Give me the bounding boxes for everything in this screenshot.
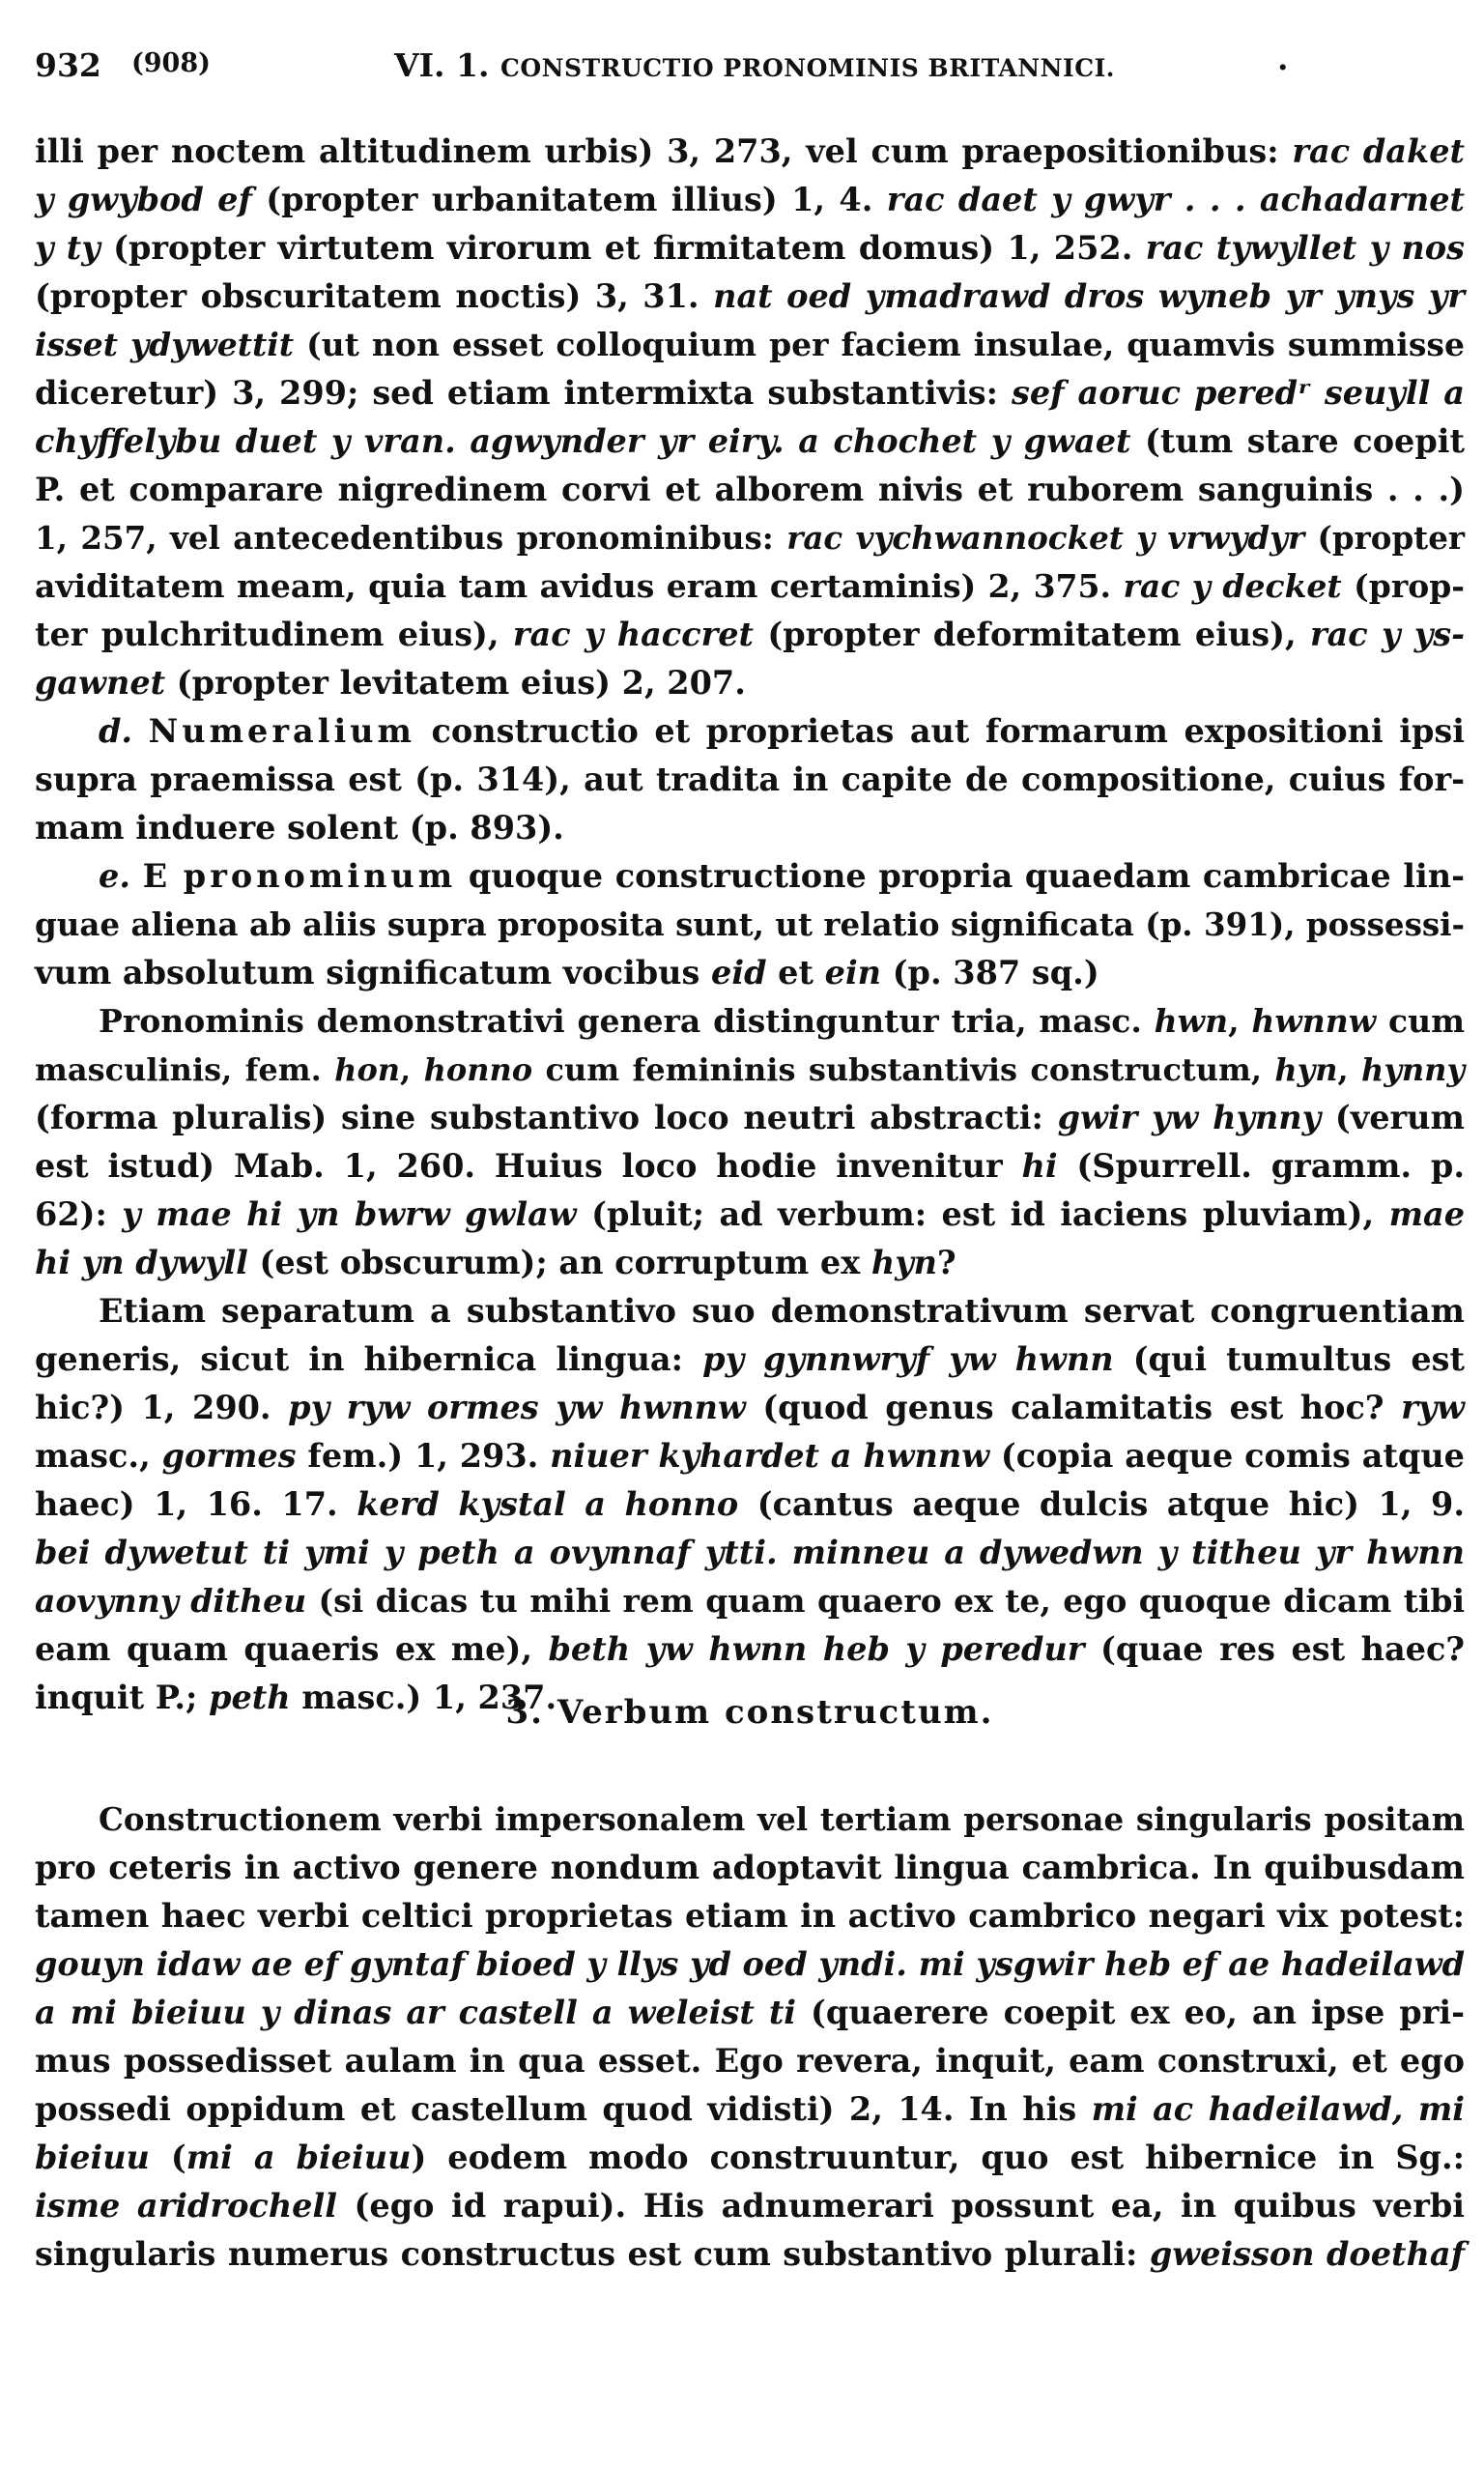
text-line: isme aridrochell (ego id rapui). His adnumerari possunt ea, in quibus verbi — [35, 2187, 1465, 2225]
text-line: masc., gormes fem.) 1, 293. niuer kyhardet a hwnnw (copia aeque comis atque — [35, 1437, 1465, 1475]
text-line: aviditatem meam, quia tam avidus eram certaminis) 2, 375. rac y decket (prop- — [35, 567, 1465, 605]
header-title — [394, 46, 1115, 84]
paragraph-1 — [35, 128, 1465, 707]
paragraph-verbum — [35, 1795, 1465, 2279]
text-line: chyffelybu duet y vran. agwynder yr eiry. a chochet y gwaet (tum stare coepit — [35, 422, 1465, 460]
text-line: possedi oppidum et castellum quod vidisti) 2, 14. In his mi ac hadeilawd, mi — [35, 2090, 1465, 2128]
text-line: Pronominis demonstrativi genera distinguntur tria, masc. hwn, hwnnw cum — [99, 1002, 1465, 1040]
text-line: aovynny ditheu (si dicas tu mihi rem quam quaero ex te, ego quoque dicam tibi — [35, 1582, 1465, 1620]
text-line: 1, 257, vel antecedentibus pronominibus: rac vychwannocket y vrwydyr (propter — [35, 519, 1465, 557]
text-line: bieiuu (mi a bieiuu) eodem modo construuntur, quo est hibernice in Sg.: — [35, 2139, 1465, 2176]
text-line: supra praemissa est (p. 314), aut tradita in capite de compositione, cuius for- — [35, 761, 1465, 798]
paragraph-demonstrative — [35, 997, 1465, 1287]
text-line: est istud) Mab. 1, 260. Huius loco hodie invenitur hi (Spurrell. gramm. p. — [35, 1147, 1466, 1185]
text-line: vum absolutum significatum vocibus eid et ein (p. 387 sq.) — [35, 954, 1099, 991]
text-line: d. Numeralium constructio et proprietas aut formarum expositioni ipsi — [99, 712, 1465, 750]
text-line: y ty (propter virtutem virorum et firmitatem domus) 1, 252. rac tywyllet y nos — [35, 229, 1465, 267]
text-line: isset ydywettit (ut non esset colloquium per faciem insulae, quamvis summisse — [35, 326, 1465, 363]
text-line: e. E pronominum quoque constructione propria quaedam cambricae lin- — [99, 857, 1465, 895]
text-line: ter pulchritudinem eius), rac y haccret (propter deformitatem eius), rac y ys- — [35, 616, 1466, 653]
text-line: mus possedisset aulam in qua esset. Ego revera, inquit, eam construxi, et ego — [35, 2042, 1465, 2080]
text-line: mam induere solent (p. 893). — [35, 809, 564, 847]
header-mark: · — [1277, 48, 1289, 86]
paragraph-d — [35, 707, 1465, 852]
text-line: eam quam quaeris ex me), beth yw hwnn heb y peredur (quae res est haec? — [35, 1630, 1465, 1668]
text-line: a mi bieiuu y dinas ar castell a weleist ti (quaerere coepit ex eo, an ipse pri- — [35, 1994, 1465, 2031]
text-line: hi yn dywyll (est obscurum); an corruptum ex hyn? — [35, 1244, 956, 1281]
text-line: diceretur) 3, 299; sed etiam intermixta substantivis: sef aoruc peredʳ seuyll a — [35, 374, 1466, 412]
text-line: hic?) 1, 290. py ryw ormes yw hwnnw (quod genus calamitatis est hoc? ryw — [35, 1389, 1466, 1426]
text-line: singularis numerus constructus est cum substantivo plurali: gweisson doethaf — [35, 2235, 1465, 2273]
text-line: (propter obscuritatem noctis) 3, 31. nat oed ymadrawd dros wyneb yr ynys yr — [35, 277, 1465, 315]
text-line: guae aliena ab aliis supra proposita sunt, ut relatio significata (p. 391), possessi- — [35, 905, 1465, 943]
text-line: P. et comparare nigredinem corvi et alborem nivis et ruborem sanguinis . . .) — [35, 471, 1465, 508]
text-line: Etiam separatum a substantivo suo demonstrativum servat congruentiam — [99, 1292, 1465, 1330]
page-number: 932 — [35, 46, 101, 84]
text-line: generis, sicut in hibernica lingua: py gynnwryf yw hwnn (qui tumultus est — [35, 1340, 1465, 1378]
text-line: masculinis, fem. hon, honno cum femininis substantivis constructum, hyn, hynny — [35, 1051, 1466, 1088]
text-line: gawnet (propter levitatem eius) 2, 207. — [35, 664, 746, 702]
text-line: haec) 1, 16. 17. kerd kystal a honno (cantus aeque dulcis atque hic) 1, 9. — [35, 1485, 1466, 1523]
text-line: (forma pluralis) sine substantivo loco neutri abstracti: gwir yw hynny (verum — [35, 1099, 1465, 1136]
section-heading: 3. Verbum constructum. — [505, 1693, 994, 1732]
text-line: gouyn idaw ae ef gyntaf bioed y llys yd oed yndi. mi ysgwir heb ef ae hadeilawd — [35, 1945, 1466, 1983]
chapter-title: CONSTRUCTIO PRONOMINIS BRITANNICI. — [499, 54, 1115, 82]
section-number: VI. 1. — [394, 46, 490, 84]
text-line: Constructionem verbi impersonalem vel tertiam personae singularis positam — [99, 1800, 1465, 1838]
text-line: illi per noctem altitudinem urbis) 3, 273, vel cum praepositionibus: rac daket — [35, 132, 1466, 170]
text-line: inquit P.; peth masc.) 1, 237. — [35, 1679, 557, 1716]
text-line: tamen haec verbi celtici proprietas etiam in activo cambrico negari vix potest: — [35, 1897, 1465, 1935]
text-line: bei dywetut ti ymi y peth a ovynnaf ytti. minneu a dywedwn y titheu yr hwnn — [35, 1534, 1465, 1571]
paragraph-congruence — [35, 1287, 1465, 1722]
text-line: y gwybod ef (propter urbanitatem illius) 1, 4. rac daet y gwyr . . . achadarnet — [35, 181, 1466, 218]
original-page-number: (908) — [131, 48, 211, 78]
text-line: 62): y mae hi yn bwrw gwlaw (pluit; ad verbum: est id iaciens pluviam), mae — [35, 1195, 1466, 1233]
running-header — [35, 46, 1465, 104]
paragraph-e — [35, 852, 1465, 997]
text-line: pro ceteris in activo genere nondum adoptavit lingua cambrica. In quibusdam — [35, 1849, 1465, 1886]
